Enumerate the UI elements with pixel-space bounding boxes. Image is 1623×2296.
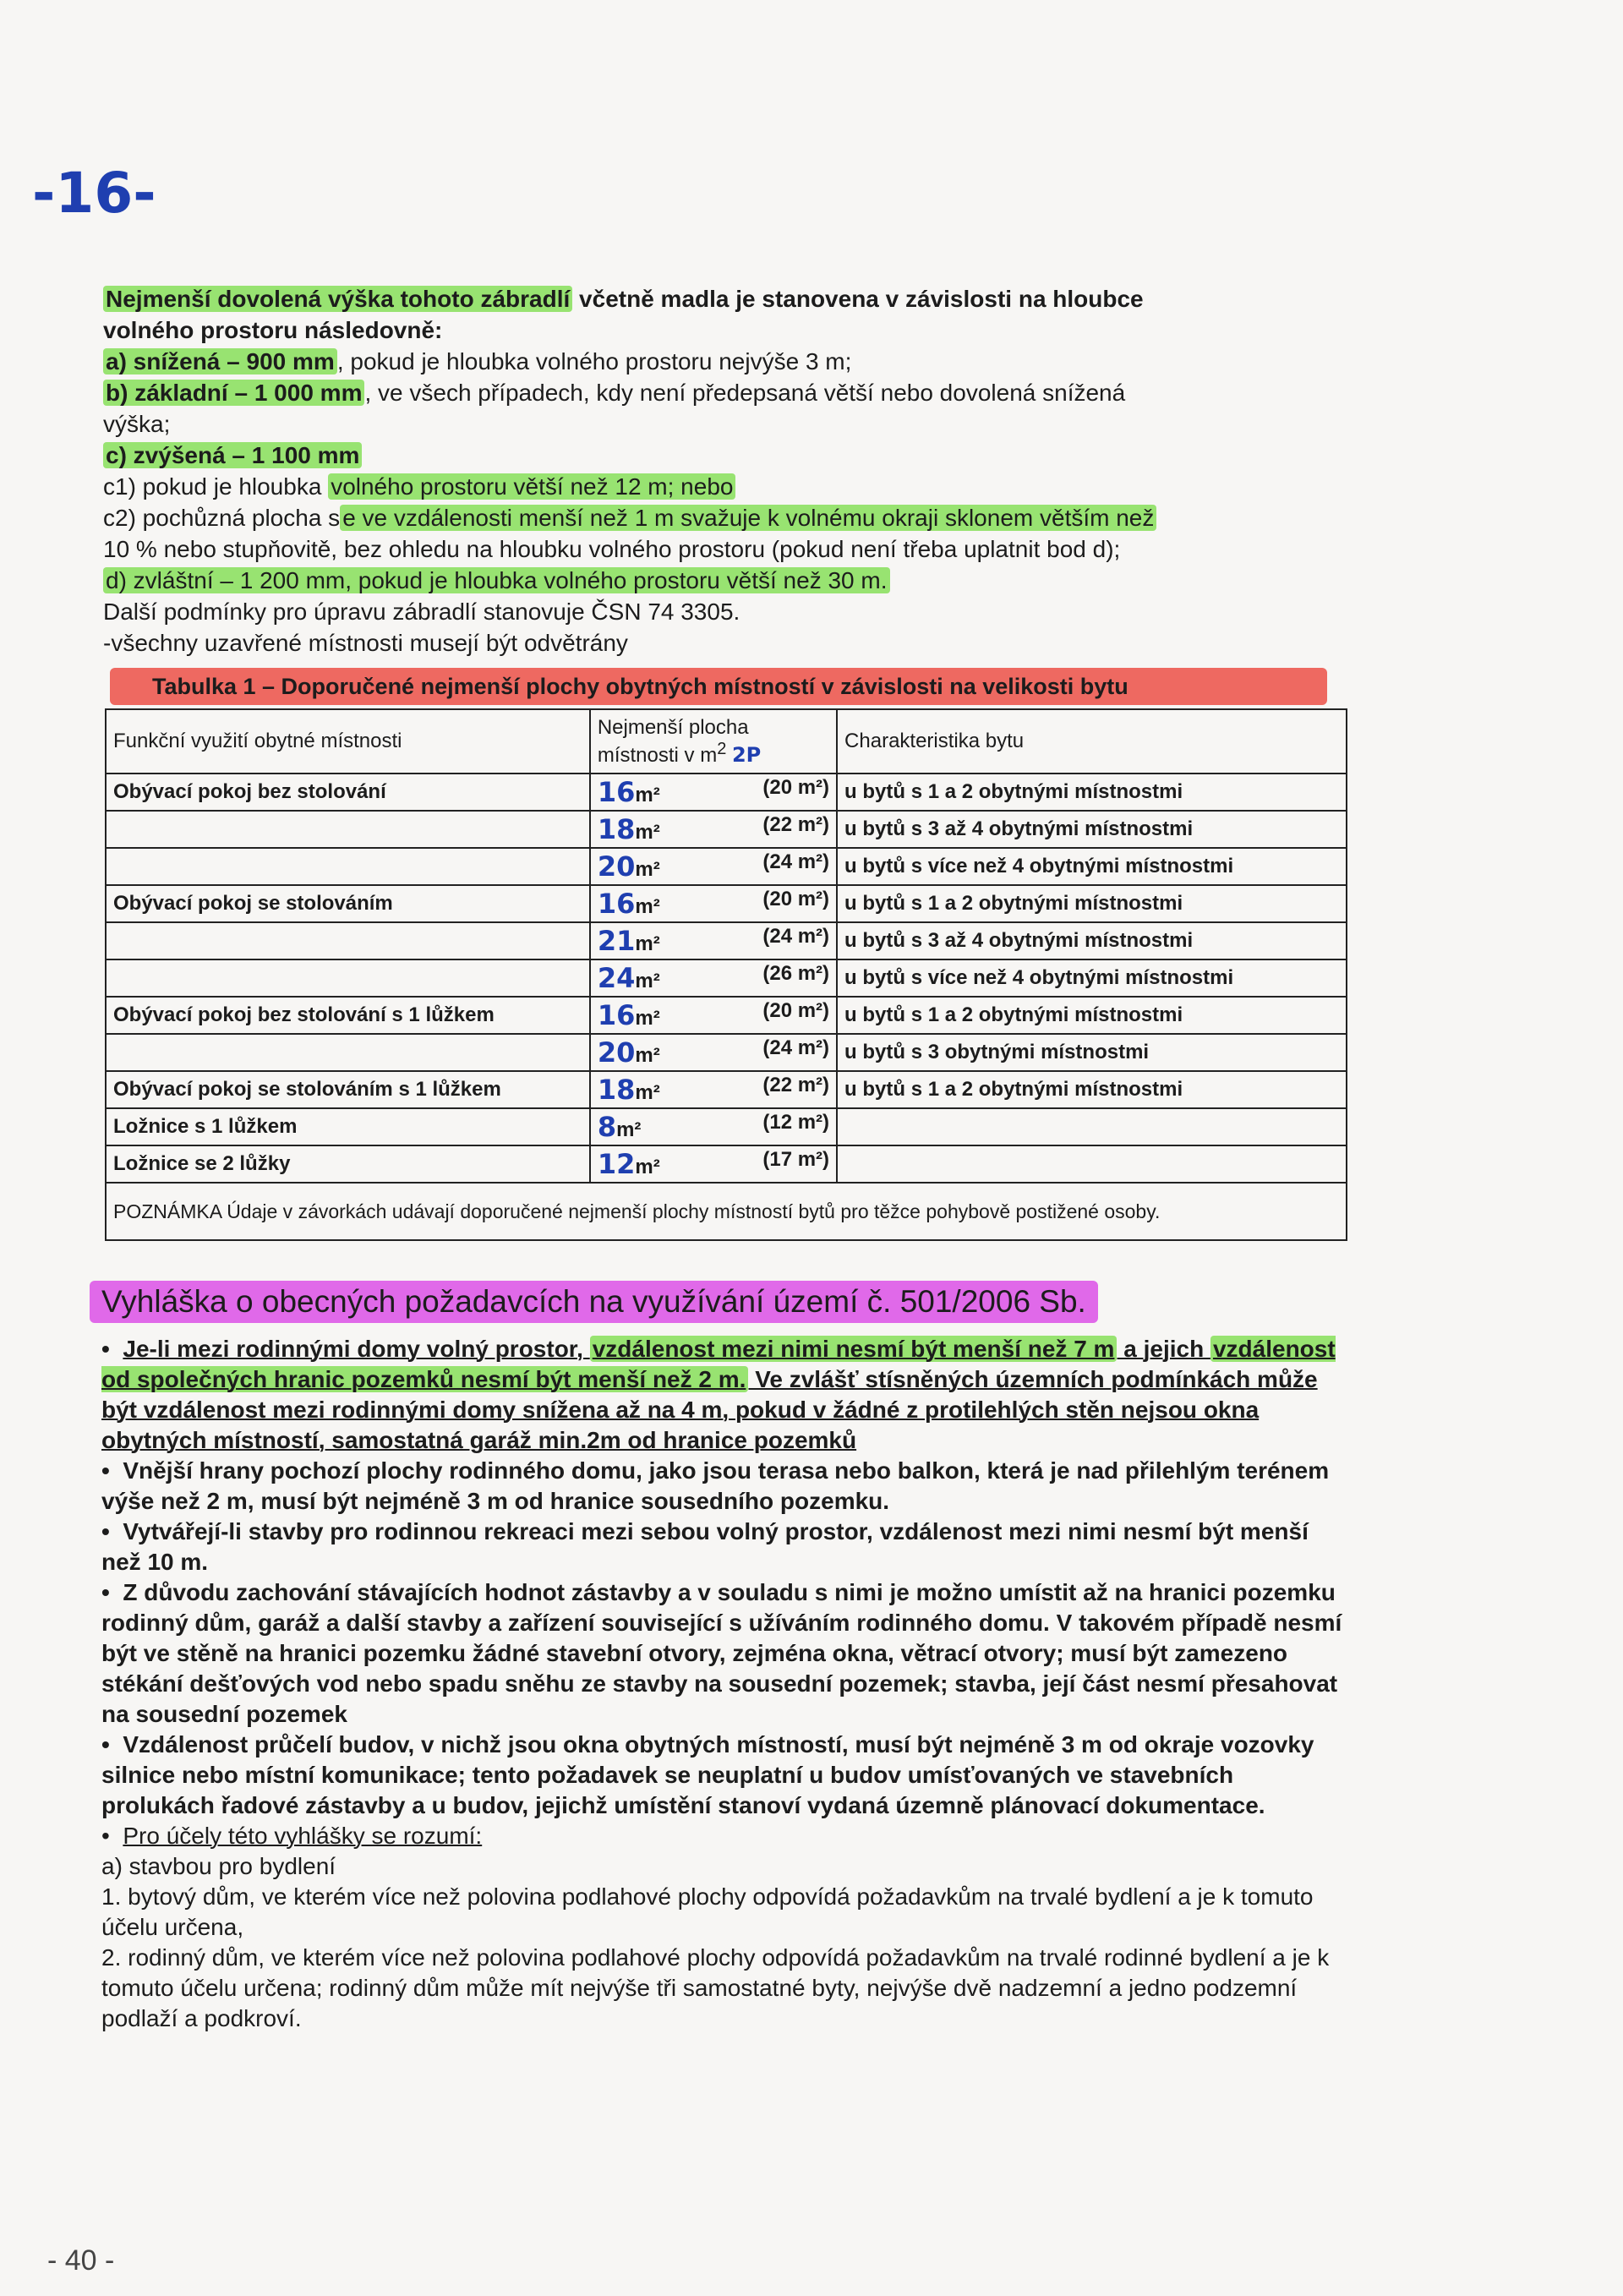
room-use-cell — [106, 1034, 590, 1071]
area-unit: m² — [635, 895, 660, 918]
accessible-area: (26 m²) — [762, 962, 830, 985]
header-area-line1: Nejmenší plocha — [597, 715, 749, 739]
flat-type-cell: u bytů s 3 až 4 obytnými místnostmi — [837, 922, 1347, 959]
area-unit: m² — [635, 932, 660, 955]
item-d-highlight: d) zvláštní – 1 200 mm, pokud je hloubka volného prostoru větší než 30 m. — [103, 567, 890, 593]
other-conditions: Další podmínky pro úpravu zábradlí stanovuje ČSN 74 3305. — [103, 599, 740, 625]
item-c2-prefix: c2) pochůzná plocha s — [103, 505, 341, 531]
handwritten-area: 8 — [597, 1111, 617, 1143]
flat-type-cell: u bytů s více než 4 obytnými místnostmi — [837, 959, 1347, 997]
room-area-table — [105, 708, 1347, 1241]
definition-a: a) stavbou pro bydlení — [101, 1853, 336, 1879]
accessible-area: (20 m²) — [762, 888, 830, 910]
definition-2: 2. rodinný dům, ve kterém více než polovina podlahové plochy odpovídá požadavkům na trvalé rodinné bydlení a je k tomuto účelu určena; rodinný dům může mít nejvýše tři samostatné byty, nejvýše dvě nadzemní a jedno podzemní podlaží a podkroví. — [101, 1944, 1330, 2031]
area-unit: m² — [635, 970, 660, 992]
room-use-cell: Ložnice s 1 lůžkem — [106, 1108, 590, 1145]
accessible-area: (22 m²) — [762, 1074, 830, 1096]
item-a-highlight: a) snížená – 900 mm — [103, 348, 337, 374]
item-b-highlight: b) základní – 1 000 mm — [103, 380, 364, 406]
area-unit: m² — [635, 1044, 660, 1067]
item-b-line2: výška; — [103, 411, 171, 437]
bullet1-highlight: vzdálenost mezi nimi nesmí být menší než 7 m — [590, 1336, 1118, 1362]
handwritten-area: 18 — [597, 813, 636, 845]
table-row — [106, 1071, 1347, 1108]
flat-type-cell: u bytů s 3 až 4 obytnými místnostmi — [837, 811, 1347, 848]
accessible-area: (24 m²) — [762, 1036, 830, 1059]
regulation-title: Vyhláška o obecných požadavcích na využívání území č. 501/2006 Sb. — [90, 1281, 1098, 1323]
room-use-cell: Obývací pokoj bez stolování s 1 lůžkem — [106, 997, 590, 1034]
area-unit: m² — [635, 821, 660, 844]
area-cell — [590, 848, 837, 885]
room-use-cell — [106, 848, 590, 885]
header-area: Nejmenší plocha místnosti v $m^2$ 2P — [590, 709, 837, 774]
bullet1-rest: Ve zvlášť stísněných územních podmínkách může být vzdálenost mezi rodinnými domy snížena až na 4 m, pokud v žádné z protilehlých stěn nejsou okna obytných místností, samostatná garáž min.2m od hranice pozemků — [101, 1366, 1318, 1453]
handwritten-area: 20 — [597, 1036, 636, 1069]
flat-type-cell — [837, 1108, 1347, 1145]
handwritten-page-number: -16- — [32, 161, 156, 226]
area-cell — [590, 885, 837, 922]
flat-type-cell: u bytů s 1 a 2 obytnými místnostmi — [837, 774, 1347, 811]
area-cell — [590, 1071, 837, 1108]
handwritten-header-note: 2P — [731, 742, 762, 767]
item-c1-highlight: volného prostoru větší než 12 m; nebo — [328, 473, 735, 500]
railing-height-section — [103, 283, 1337, 659]
flat-type-cell: u bytů s 1 a 2 obytnými místnostmi — [837, 1071, 1347, 1108]
room-use-cell — [106, 959, 590, 997]
table-note: POZNÁMKA Údaje v závorkách udávají doporučené nejmenší plochy místností bytů pro těžce pohybově postižené osoby. — [106, 1183, 1347, 1240]
table-header-row — [106, 709, 1347, 774]
handwritten-area: 18 — [597, 1074, 636, 1106]
item-c2-highlight: e ve vzdálenosti menší než 1 m svažuje k volnému okraji sklonem větším než — [340, 505, 1156, 531]
accessible-area: (24 m²) — [762, 925, 830, 948]
area-cell — [590, 959, 837, 997]
handwritten-area: 20 — [597, 850, 636, 883]
bullet2: Vnější hrany pochozí plochy rodinného domu, jako jsou terasa nebo balkon, která je nad přilehlým terénem výše než 2 m, musí být nejméně 3 m od hranice sousedního pozemku. — [101, 1457, 1330, 1514]
bullet6: Pro účely této vyhlášky se rozumí: — [123, 1823, 483, 1849]
table-row — [106, 1034, 1347, 1071]
definition-1: 1. bytový dům, ve kterém více než polovina podlahové plochy odpovídá požadavkům na trvalé bydlení a je k tomuto účelu určena, — [101, 1883, 1314, 1940]
item-a-text: , pokud je hloubka volného prostoru nejvýše 3 m; — [336, 348, 852, 374]
area-unit: m² — [616, 1118, 642, 1141]
area-unit: m² — [635, 1007, 660, 1030]
handwritten-area: 21 — [597, 925, 636, 957]
handwritten-area: 24 — [597, 962, 636, 994]
item-b-text: , ve všech případech, kdy není předepsaná větší nebo dovolená snížená — [364, 380, 1126, 406]
table-row — [106, 1145, 1347, 1183]
intro-highlight: Nejmenší dovolená výška tohoto zábradlí — [103, 286, 572, 312]
flat-type-cell — [837, 1145, 1347, 1183]
intro-line2: volného prostoru následovně: — [103, 317, 443, 343]
table-row — [106, 959, 1347, 997]
area-unit: m² — [635, 858, 660, 881]
ventilation-note: -všechny uzavřené místnosti musejí být odvětrány — [103, 630, 628, 656]
table-row — [106, 848, 1347, 885]
room-use-cell — [106, 922, 590, 959]
room-use-cell — [106, 811, 590, 848]
handwritten-area: 16 — [597, 776, 636, 808]
table-row — [106, 997, 1347, 1034]
header-flat-type: Charakteristika bytu — [837, 709, 1347, 774]
header-area-line2: místnosti v m — [597, 743, 718, 767]
flat-type-cell: u bytů s 1 a 2 obytnými místnostmi — [837, 997, 1347, 1034]
footer-page-number: - 40 - — [47, 2244, 115, 2277]
flat-type-cell: u bytů s více než 4 obytnými místnostmi — [837, 848, 1347, 885]
room-use-cell: Obývací pokoj se stolováním s 1 lůžkem — [106, 1071, 590, 1108]
area-cell — [590, 1145, 837, 1183]
room-use-cell: Obývací pokoj se stolováním — [106, 885, 590, 922]
area-cell — [590, 1108, 837, 1145]
area-cell — [590, 1034, 837, 1071]
area-unit: m² — [635, 1156, 660, 1178]
area-cell — [590, 997, 837, 1034]
item-c2-line2: 10 % nebo stupňovitě, bez ohledu na hloubku volného prostoru (pokud není třeba uplatnit bod d); — [103, 536, 1121, 562]
intro-text: včetně madla je stanovena v závislosti na hloubce — [572, 286, 1144, 312]
table-row — [106, 811, 1347, 848]
item-c1-prefix: c1) pokud je hloubka — [103, 473, 329, 500]
table-note-row — [106, 1183, 1347, 1240]
area-cell — [590, 811, 837, 848]
area-cell — [590, 774, 837, 811]
accessible-area: (24 m²) — [762, 850, 830, 873]
accessible-area: (12 m²) — [762, 1111, 830, 1134]
bullet4: Z důvodu zachování stávajících hodnot zástavby a v souladu s nimi je možno umístit až na hranici pozemku rodinný dům, garáž a další stavby a zařízení související s užíváním rodinného domu. V takovém případě nesmí být ve stěně na hranici pozemku žádné stavební otvory, zejména okna, větrací otvory; musí být zamezeno stékání dešťových vod nebo spadu sněhu ze stavby na sousední pozemek; stavba, její část nesmí přesahovat na sousední pozemek — [101, 1579, 1342, 1727]
room-use-cell: Obývací pokoj bez stolování — [106, 774, 590, 811]
bullet5: Vzdálenost průčelí budov, v nichž jsou okna obytných místností, musí být nejméně 3 m od okraje vozovky silnice nebo místní komunikace; tento požadavek se neuplatní u budov umísťovaných ve stavebních prolukách řadové zástavby a u budov, jejichž umístění stanoví vydaná územně plánovací dokumentace. — [101, 1731, 1314, 1818]
area-cell — [590, 922, 837, 959]
accessible-area: (17 m²) — [762, 1148, 830, 1171]
room-use-cell: Ložnice se 2 lůžky — [106, 1145, 590, 1183]
flat-type-cell: u bytů s 3 obytnými místnostmi — [837, 1034, 1347, 1071]
bullet1-mid: a jejich — [1117, 1336, 1210, 1362]
bullet1-highlight2: vzdálenost od společných hranic pozemků nesmí být menší než 2 m. — [101, 1336, 1336, 1392]
handwritten-area: 12 — [597, 1148, 636, 1180]
handwritten-area: 16 — [597, 999, 636, 1031]
area-unit: m² — [635, 1081, 660, 1104]
item-c-highlight: c) zvýšená – 1 100 mm — [103, 442, 362, 468]
table-row — [106, 885, 1347, 922]
flat-type-cell: u bytů s 1 a 2 obytnými místnostmi — [837, 885, 1347, 922]
table-row — [106, 1108, 1347, 1145]
bullet3: Vytvářejí-li stavby pro rodinnou rekreaci mezi sebou volný prostor, vzdálenost mezi nimi nesmí být menší než 10 m. — [101, 1518, 1309, 1575]
regulation-section: • Je-li mezi rodinnými domy volný prostor, vzdálenost mezi nimi nesmí být menší než 7 m a jejich vzdálenost od společných hranic pozemků nesmí být menší než 2 m. Ve zvlášť stísněných územních podmínkách může být vzdálenost mezi rodinnými domy snížena až na 4 m, pokud v žádné z protilehlých stěn nejsou okna obytných místností, samostatná garáž min.2m od hranice pozemků • Vnější hrany pochozí plochy rodinného domu, jako jsou terasa nebo balkon, která je nad přilehlým terénem výše než 2 m, musí být nejméně 3 m od hranice sousedního pozemku. • Vytvářejí-li stavby pro rodinnou rekreaci mezi sebou volný prostor, vzdálenost mezi nimi nesmí být menší než 10 m. • Z důvodu zachování stávajících hodnot zástavby a v souladu s nimi je možno umístit až na hranici pozemku rodinný dům, garáž a další stavby a zařízení související s užíváním rodinného domu. V takovém případě nesmí být ve stěně na hranici pozemku žádné stavební otvory, zejména okna, větrací otvory; musí být zamezeno stékání dešťových vod nebo spadu sněhu ze stavby na sousední pozemek; stavba, její část nesmí přesahovat na sousední pozemek • Vzdálenost průčelí budov, v nichž jsou okna obytných místností, musí být nejméně 3 m od okraje vozovky silnice nebo místní komunikace; tento požadavek se neuplatní u budov umísťovaných ve stavebních prolukách řadové zástavby a u budov, jejichž umístění stanoví vydaná územně plánovací dokumentace. • Pro účely této vyhlášky se rozumí: a) stavbou pro bydlení 1. bytový dům, ve kterém více než polovina podlahové plochy odpovídá požadavkům na trvalé bydlení a je k tomuto účelu určena, 2. rodinný dům, ve kterém více než polovina podlahové plochy odpovídá požadavkům na trvalé rodinné bydlení a je k tomuto účelu určena; rodinný dům může mít nejvýše tři samostatné byty, nejvýše dvě nadzemní a jedno podzemní podlaží a podkroví. — [101, 1334, 1344, 2034]
handwritten-area: 16 — [597, 888, 636, 920]
accessible-area: (22 m²) — [762, 813, 830, 836]
area-unit: m² — [635, 784, 660, 806]
table-caption: Tabulka 1 – Doporučené nejmenší plochy obytných místností v závislosti na velikosti bytu — [110, 668, 1327, 705]
bullet1-prefix: Je-li mezi rodinnými domy volný prostor, — [123, 1336, 590, 1362]
table-row — [106, 774, 1347, 811]
header-room-use: Funkční využití obytné místnosti — [106, 709, 590, 774]
table-row — [106, 922, 1347, 959]
accessible-area: (20 m²) — [762, 776, 830, 799]
accessible-area: (20 m²) — [762, 999, 830, 1022]
